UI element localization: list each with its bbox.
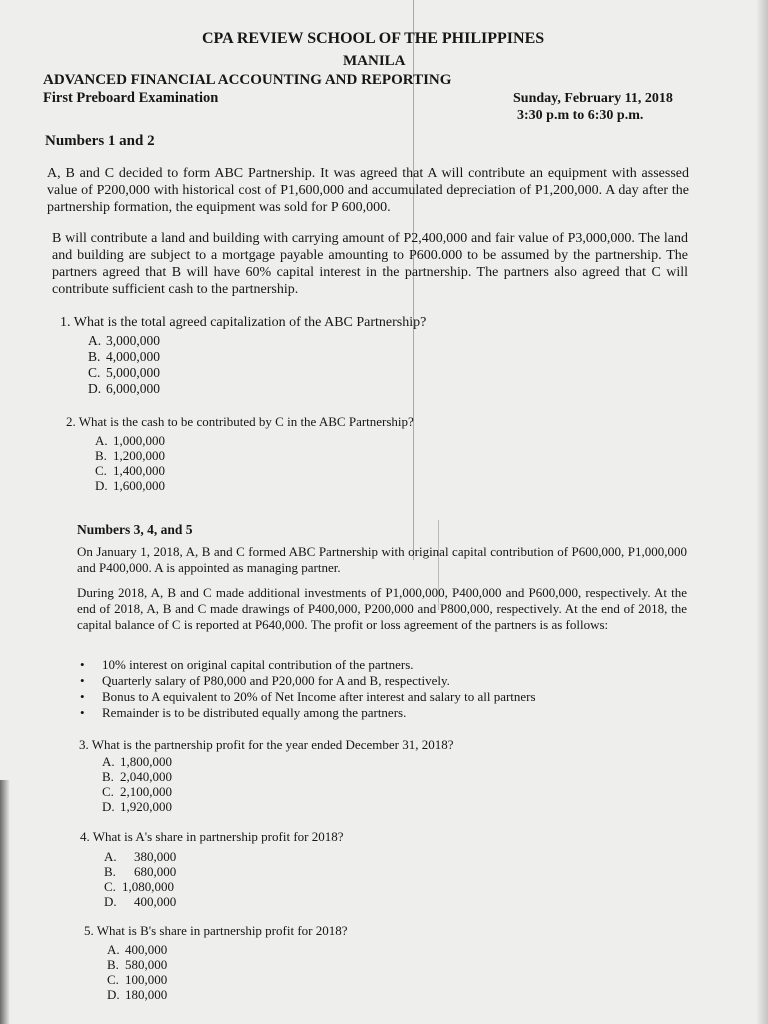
answer-option: D. 1,600,000 [95,478,165,493]
question-1-options [88,333,160,397]
question-5: 5. What is B's share in partnership profit for 2018? [84,923,348,938]
profit-agreement-list [80,657,536,721]
exam-date: Sunday, February 11, 2018 [513,91,673,106]
section-heading: Numbers 1 and 2 [45,133,155,149]
answer-option: C. 1,080,000 [104,879,174,894]
question-2-options [95,433,165,493]
school-city: MANILA [343,53,406,69]
answer-option: B. 580,000 [107,957,168,972]
question-5-options [107,942,167,1002]
list-item: • Bonus to A equivalent to 20% of Net Income after interest and salary to all partners [80,689,536,704]
list-item: • 10% interest on original capital contribution of the partners. [80,657,414,672]
school-name: CPA REVIEW SCHOOL OF THE PHILIPPINES [202,30,545,47]
problem-paragraph: During 2018, A, B and C made additional investments of P1,000,000, P400,000 and P600,000, respectively. At the end of 2018, A, B and C made drawings of P400,000, P200,000 and P800,000, respectively. At the end of 2018, the capital balance of C is reported at P640,000. The profit or loss agreement of the partners is as follows: [77,585,687,632]
question-3-options [102,754,172,814]
answer-option: B. 2,040,000 [102,769,172,784]
answer-option: C. 2,100,000 [102,784,172,799]
scan-edge-shadow [756,0,768,1024]
answer-option: A. 3,000,000 [88,333,160,348]
answer-option: B. 4,000,000 [88,349,160,364]
answer-option: D. 180,000 [107,987,168,1002]
answer-option: A. 400,000 [107,942,168,957]
answer-option: D. 1,920,000 [102,799,172,814]
question-4-options [104,849,176,909]
section-heading: Numbers 3, 4, and 5 [77,522,193,537]
answer-option: B. 680,000 [104,864,177,879]
problem-paragraph: A, B and C decided to form ABC Partnership. It was agreed that A will contribute an equipment with assessed value of P200,000 with historical cost of P1,600,000 and accumulated depreciation of P1,200,000. A day after the partnership formation, the equipment was sold for P 600,000. [47,166,689,215]
problem-paragraph: B will contribute a land and building with carrying amount of P2,400,000 and fair value of P3,000,000. The land and building are subject to a mortgage payable amounting to P600.000 to be assumed by the partnership. The partners agreed that B will have 60% capital interest in the partnership. The partners also agreed that C will contribute sufficient cash to the partnership. [52,231,688,297]
answer-option: B. 1,200,000 [95,448,165,463]
answer-option: C. 100,000 [107,972,168,987]
question-4: 4. What is A's share in partnership profit for 2018? [80,829,344,844]
exam-title: First Preboard Examination [43,90,219,106]
question-3: 3. What is the partnership profit for the year ended December 31, 2018? [79,737,454,752]
list-item: • Quarterly salary of P80,000 and P20,000 for A and B, respectively. [80,673,450,688]
answer-option: C. 1,400,000 [95,463,165,478]
problem-paragraph: On January 1, 2018, A, B and C formed ABC Partnership with original capital contribution of P600,000, P1,000,000 and P400,000. A is appointed as managing partner. [77,544,687,575]
answer-option: D. 400,000 [104,894,177,909]
scan-edge-shadow [0,780,10,1024]
answer-option: C. 5,000,000 [88,365,160,380]
answer-option: A. 1,000,000 [95,433,165,448]
subject-title: ADVANCED FINANCIAL ACCOUNTING AND REPORTING [43,72,452,88]
answer-option: A. 380,000 [104,849,177,864]
answer-option: D. 6,000,000 [88,381,160,396]
exam-time: 3:30 p.m to 6:30 p.m. [517,108,644,123]
question-2: 2. What is the cash to be contributed by C in the ABC Partnership? [66,414,414,429]
question-1: 1. What is the total agreed capitalization of the ABC Partnership? [60,315,427,330]
answer-option: A. 1,800,000 [102,754,172,769]
list-item: • Remainder is to be distributed equally among the partners. [80,705,407,720]
